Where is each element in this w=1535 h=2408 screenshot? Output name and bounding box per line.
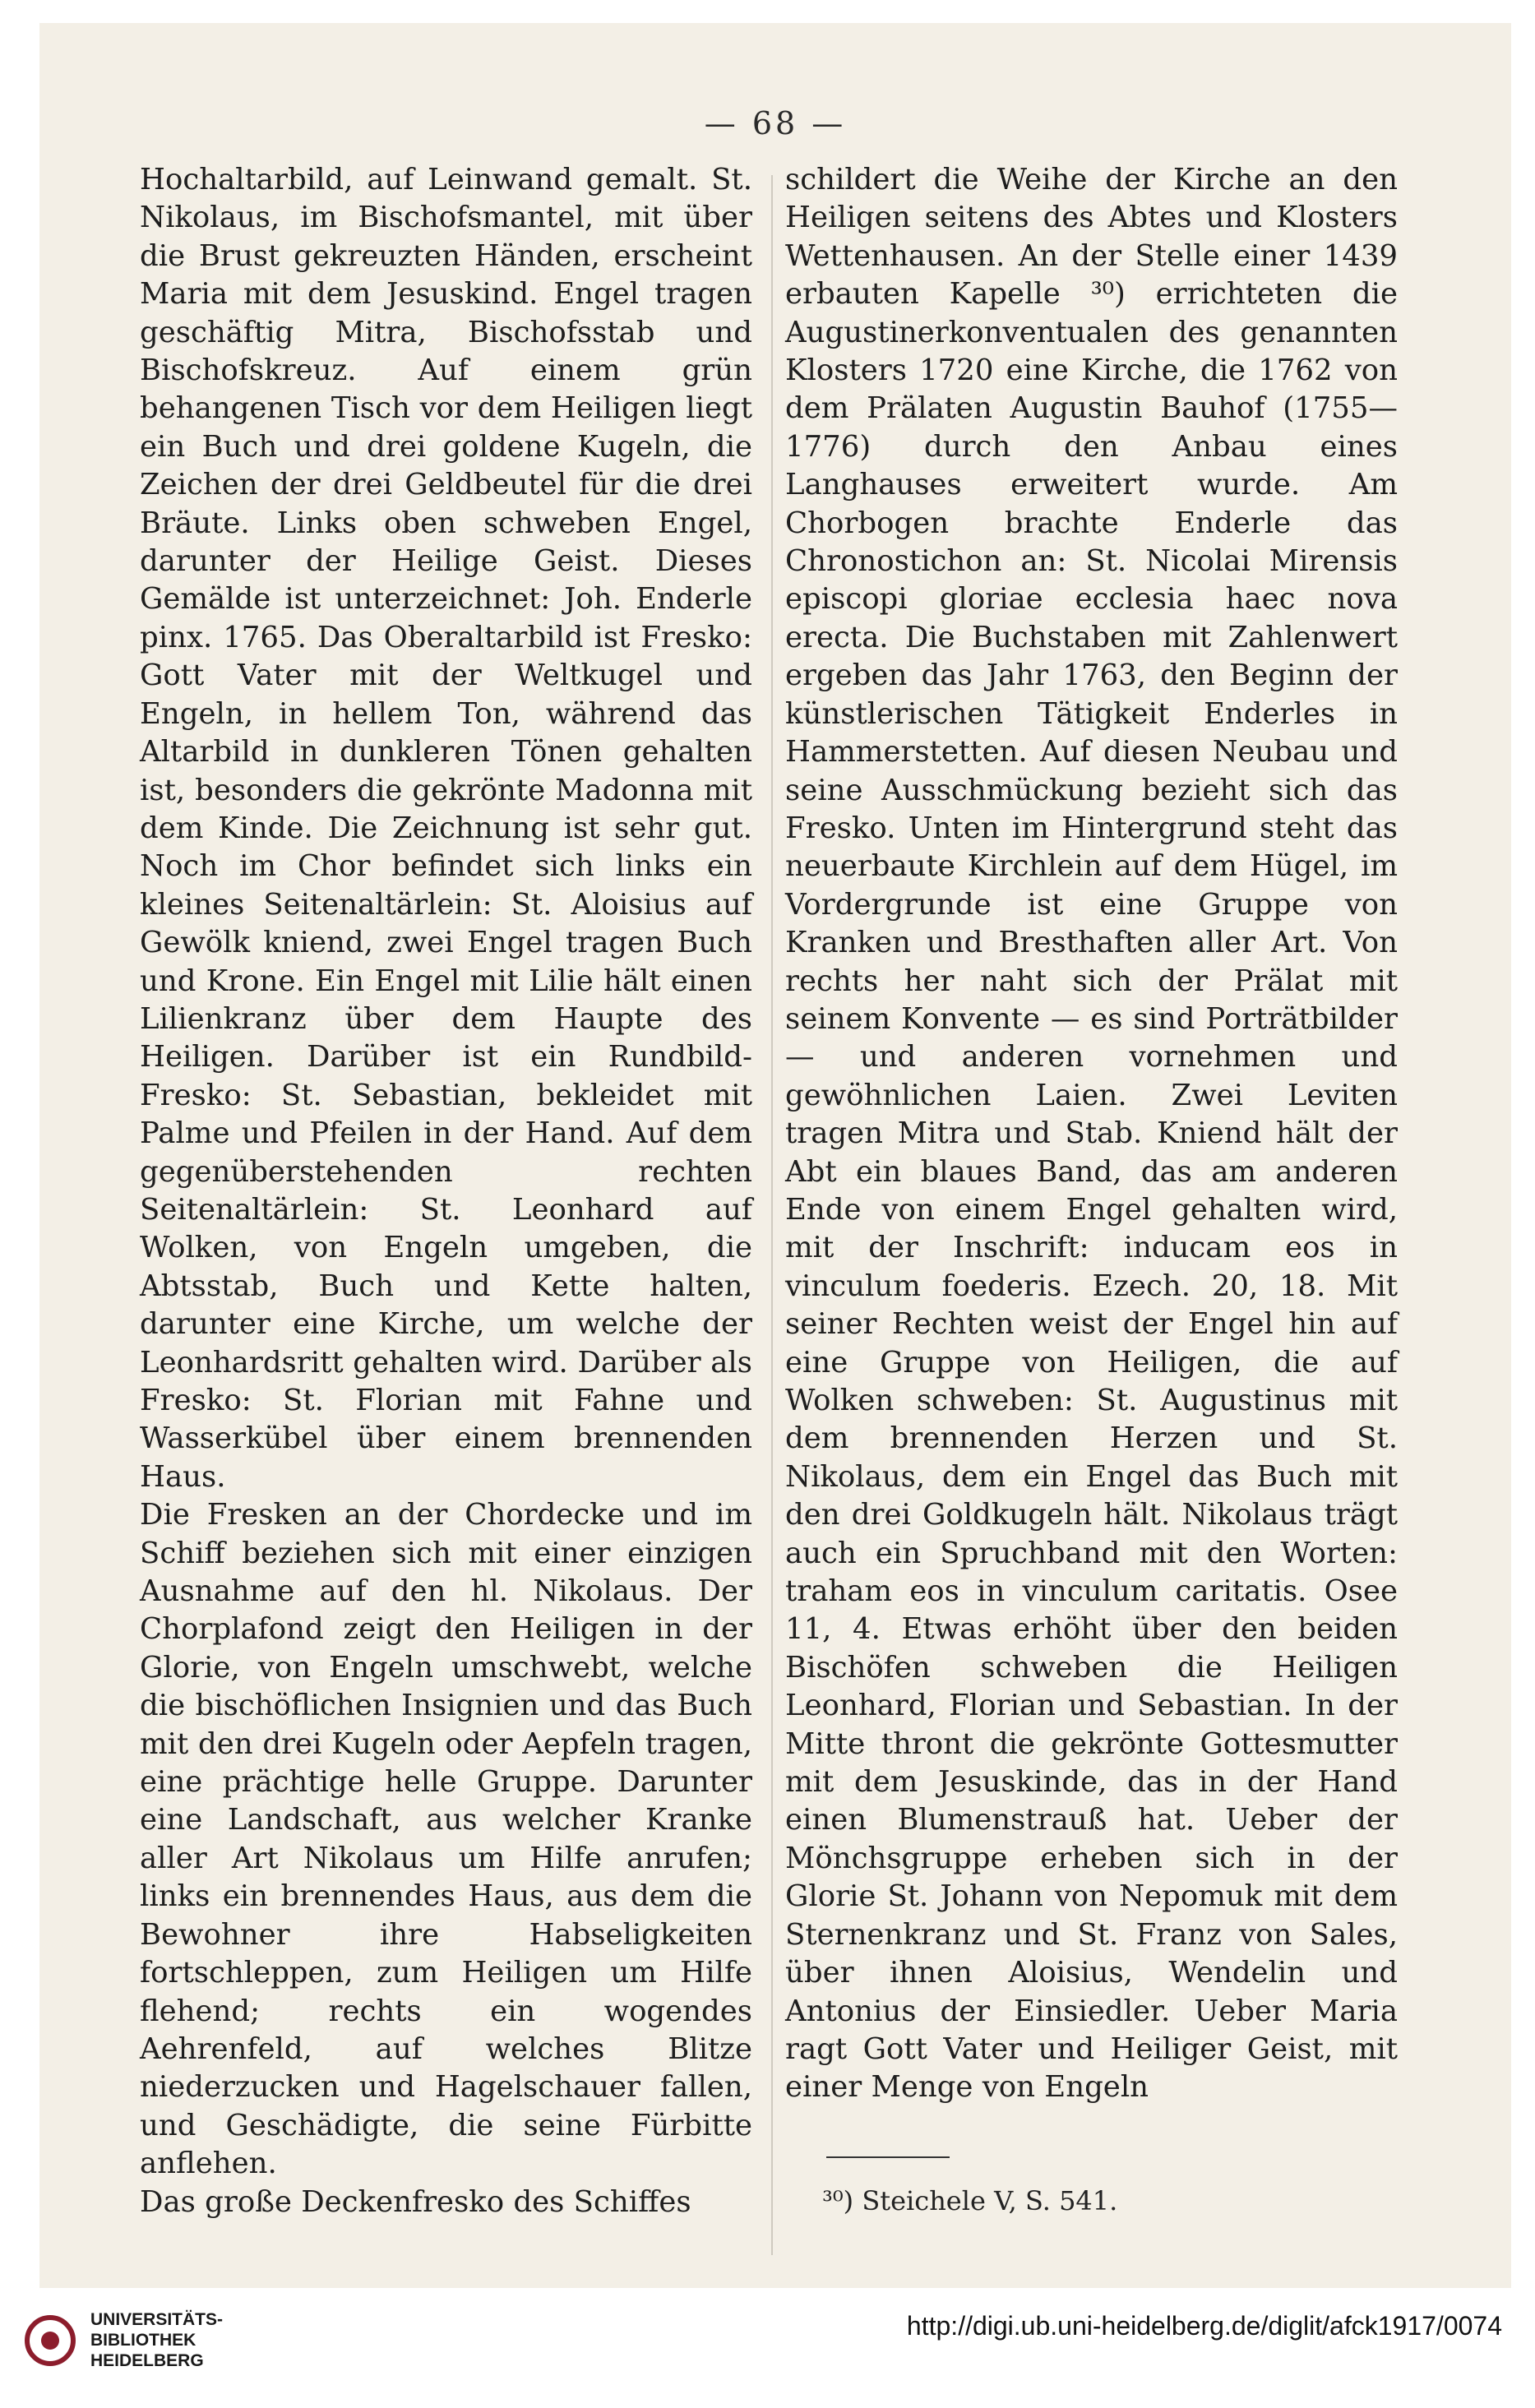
left-paragraph-2: Die Fresken an der Chordecke und im Schiff beziehen sich mit einer einzigen Ausnahme auf den hl. Nikolaus. Der Chorplafond zeigt den Heiligen in der Glorie, von Engeln umschwebt, welche die bischöflichen Insignien und das Buch mit den drei Kugeln oder Aepfeln tragen, eine prächtige helle Gruppe. Darunter eine Landschaft, aus welcher Kranke aller Art Nikolaus um Hilfe anrufen; links ein brennendes Haus, aus dem die Bewohner ihre Habseligkeiten fortschleppen, zum Heiligen um Hilfe flehend; rechts ein wogendes Aehrenfeld, auf welches Blitze niederzucken und Hagelschauer fallen, und Geschädigte, die seine Fürbitte anflehen. bbox=[140, 1498, 752, 2181]
logo-line-1: UNIVERSITÄTS- bbox=[90, 2310, 224, 2329]
right-column bbox=[785, 161, 1398, 2107]
logo-line-2: BIBLIOTHEK bbox=[90, 2331, 196, 2350]
footnote-rule bbox=[826, 2156, 950, 2158]
column-divider bbox=[771, 175, 773, 2255]
page-number: — 68 — bbox=[704, 105, 847, 141]
left-paragraph-3: Das große Deckenfresko des Schiffes bbox=[140, 2184, 691, 2219]
left-column bbox=[140, 161, 752, 2221]
logo-line-3: HEIDELBERG bbox=[90, 2351, 204, 2370]
left-paragraph-1: Hochaltarbild, auf Leinwand gemalt. St. Nikolaus, im Bischofsmantel, mit über die Brust gekreuzten Händen, erscheint Maria mit dem Jesuskind. Engel tragen geschäftig Mitra, Bischofsstab und Bischofskreuz. Auf einem grün behangenen Tisch vor dem Heiligen liegt ein Buch und drei goldene Kugeln, die Zeichen der drei Geldbeutel für die drei Bräute. Links oben schweben Engel, darunter der Heilige Geist. Dieses Gemälde ist unterzeichnet: Joh. Enderle pinx. 1765. Das Oberaltarbild ist Fresko: Gott Vater mit der Weltkugel und Engeln, in hellem Ton, während das Altarbild in dunkleren Tönen gehalten ist, besonders die gekrönte Madonna mit dem Kinde. Die Zeichnung ist sehr gut. Noch im Chor befindet sich links ein kleines Seitenaltärlein: St. Aloisius auf Gewölk kniend, zwei Engel tragen Buch und Krone. Ein Engel mit Lilie hält einen Lilienkranz über dem Haupte des Heiligen. Darüber ist ein Rundbild-Fresko: St. Sebastian, bekleidet mit Palme und Pfeilen in der Hand. Auf dem gegenüberstehenden rechten Seitenaltärlein: St. Leonhard auf Wolken, von Engeln umgeben, die Abtsstab, Buch und Kette halten, darunter eine Kirche, um welche der Leonhardsritt gehalten wird. Darüber als Fresko: St. Florian mit Fahne und Wasserkübel über einem brennenden Haus. bbox=[140, 163, 752, 1494]
scanned-page bbox=[39, 23, 1511, 2288]
library-name bbox=[90, 2309, 223, 2371]
right-paragraph-1: schildert die Weihe der Kirche an den Heiligen seitens des Abtes und Klosters Wettenhausen. An der Stelle einer 1439 erbauten Kapelle ³⁰) errichteten die Augustinerkonventualen des genannten Klosters 1720 eine Kirche, die 1762 von dem Prälaten Augustin Bauhof (1755—1776) durch den Anbau eines Langhauses erweitert wurde. Am Chorbogen brachte Enderle das Chronostichon an: St. Nicolai Mirensis episcopi gloriae ecclesia haec nova erecta. Die Buchstaben mit Zahlenwert ergeben das Jahr 1763, den Beginn der künstlerischen Tätigkeit Enderles in Hammerstetten. Auf diesen Neubau und seine Ausschmückung bezieht sich das Fresko. Unten im Hintergrund steht das neuerbaute Kirchlein auf dem Hügel, im Vordergrunde ist eine Gruppe von Kranken und Bresthaften aller Art. Von rechts her naht sich der Prälat mit seinem Konvente — es sind Porträtbilder — und anderen vornehmen und gewöhnlichen Laien. Zwei Leviten tragen Mitra und Stab. Kniend hält der Abt ein blaues Band, das am anderen Ende von einem Engel gehalten wird, mit der Inschrift: inducam eos in vinculum foederis. Ezech. 20, 18. Mit seiner Rechten weist der Engel hin auf eine Gruppe von Heiligen, die auf Wolken schweben: St. Augustinus mit dem brennenden Herzen und St. Nikolaus, dem ein Engel das Buch mit den drei Goldkugeln hält. Nikolaus trägt auch ein Spruchband mit den Worten: traham eos in vinculum caritatis. Osee 11, 4. Etwas erhöht über den beiden Bischöfen schweben die Heiligen Leonhard, Florian und Sebastian. In der Mitte thront die gekrönte Gottesmutter mit dem Jesuskinde, das in der Hand einen Blumenstrauß hat. Ueber der Mönchsgruppe erheben sich in der Glorie St. Johann von Nepomuk mit dem Sternenkranz und St. Franz von Sales, über ihnen Aloisius, Wendelin und Antonius der Einsiedler. Ueber Maria ragt Gott Vater und Heiliger Geist, mit einer Menge von Engeln bbox=[785, 163, 1398, 2105]
footer-bar bbox=[0, 2288, 1535, 2408]
source-url-link[interactable]: http://digi.ub.uni-heidelberg.de/diglit/afck1917/0074 bbox=[906, 2311, 1502, 2341]
footnote: ³⁰) Steichele V, S. 541. bbox=[822, 2185, 1118, 2216]
university-seal-icon bbox=[25, 2315, 76, 2366]
library-logo[interactable] bbox=[25, 2309, 223, 2371]
